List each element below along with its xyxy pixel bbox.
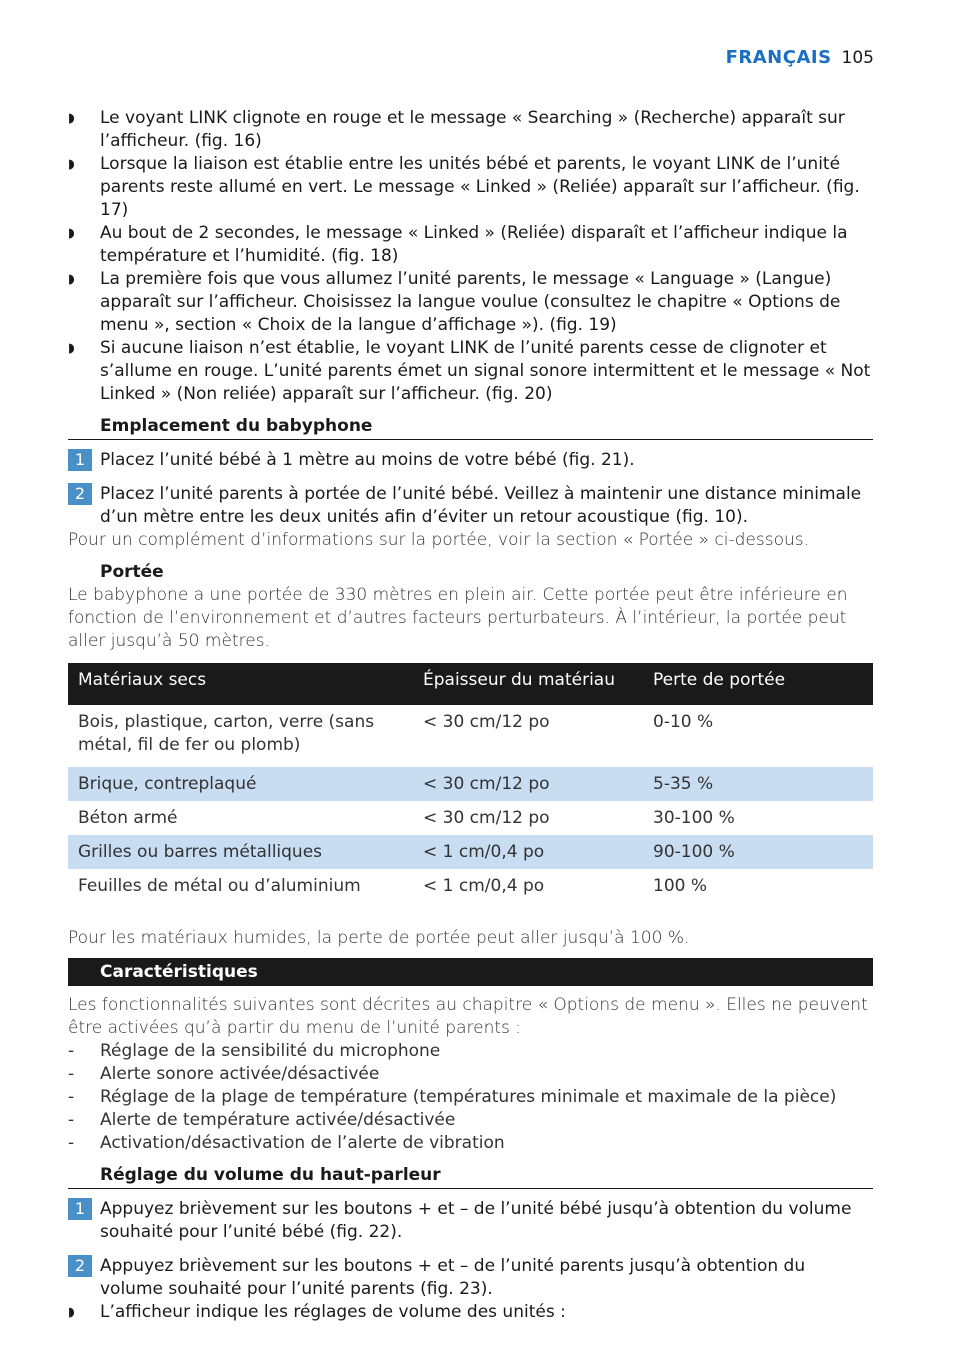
list-item-text: Alerte de température activée/désactivée [100,1110,456,1130]
table-cell: < 30 cm/12 po [413,767,643,801]
dash-marker: - [68,1041,75,1061]
bullet-arrow-icon: ◗ [68,111,75,126]
paragraph: Les fonctionnalités suivantes sont décrites au chapitre « Options de menu ». Elles ne peuvent être activées qu’à partir du menu de l’unité parents : [68,995,868,1038]
page-content [68,107,873,1324]
dash-marker: - [68,1087,75,1107]
paragraph: Le babyphone a une portée de 330 mètres en plein air. Cette portée peut être inférieure en fonction de l’environnement et d’autres facteurs perturbateurs. À l’intérieur, la portée peut aller jusqu’à 50 mètres. [68,585,848,651]
dash-marker: - [68,1110,75,1130]
bullet-arrow-icon: ◗ [68,341,75,356]
table-cell: 0-10 % [653,712,714,732]
bullet-text: La première fois que vous allumez l’unité parents, le message « Language » (Langue) apparaît sur l’afficheur. Choisissez la langue voulue (consultez le chapitre « Options de menu », section « Choix de la langue d’affichage »). (fig. 19) [100,269,841,335]
table-row [68,705,873,767]
step-item [68,1198,873,1244]
list-item [68,1040,873,1063]
table-cell: < 30 cm/12 po [423,712,550,732]
page-header [726,47,874,68]
list-item [68,1109,873,1132]
step-item [68,483,873,529]
table-row [68,767,873,801]
table-cell: Brique, contreplaqué [68,767,413,801]
step-text: Placez l’unité bébé à 1 mètre au moins de votre bébé (fig. 21). [100,450,635,470]
step-text: Appuyez brièvement sur les boutons + et – de l’unité bébé jusqu’à obtention du volume souhaité pour l’unité bébé (fig. 22). [100,1199,852,1242]
bullet-arrow-icon: ◗ [68,226,75,241]
bullet-text: Le voyant LINK clignote en rouge et le message « Searching » (Recherche) apparaît sur l’afficheur. (fig. 16) [100,108,845,151]
column-header: Matériaux secs [68,663,413,705]
list-item-text: Réglage de la plage de température (températures minimale et maximale de la pièce) [100,1087,837,1107]
bullet-item [68,337,873,406]
page-number: 105 [841,48,874,68]
bullet-text: L’afficheur indique les réglages de volume des unités : [100,1302,566,1322]
section-heading-caracteristiques: Caractéristiques [68,958,873,986]
step-text: Appuyez brièvement sur les boutons + et – de l’unité parents jusqu’à obtention du volume souhaité pour l’unité parents (fig. 23). [100,1256,806,1299]
table-cell: < 30 cm/12 po [423,808,550,828]
table-header-row [68,663,873,705]
list-item [68,1063,873,1086]
table-cell: < 1 cm/0,4 po [413,835,643,869]
step-number: 1 [68,1198,92,1220]
step-number: 2 [68,483,92,505]
paragraph: Pour les matériaux humides, la perte de portée peut aller jusqu’à 100 %. [68,928,690,948]
bullet-arrow-icon: ◗ [68,272,75,287]
bullet-item [68,268,873,337]
list-item-text: Alerte sonore activée/désactivée [100,1064,380,1084]
paragraph: Pour un complément d’informations sur la portée, voir la section « Portée » ci-dessous. [68,530,810,550]
bullet-item [68,222,873,268]
bullet-item [68,107,873,153]
table-row [68,869,873,903]
step-text: Placez l’unité parents à portée de l’unité bébé. Veillez à maintenir une distance minimale d’un mètre entre les deux unités afin d’éviter un retour acoustique (fig. 10). [100,484,862,527]
step-number: 1 [68,449,92,471]
step-item [68,1255,873,1301]
bullet-arrow-icon: ◗ [68,157,75,172]
section-heading-emplacement: Emplacement du babyphone [68,415,873,440]
column-header: Épaisseur du matériau [413,663,643,705]
bullet-item [68,153,873,222]
dash-marker: - [68,1064,75,1084]
table-row [68,801,873,835]
table-cell: Grilles ou barres métalliques [68,835,413,869]
step-item [68,449,873,472]
table-cell: 90-100 % [643,835,873,869]
table-cell: 100 % [653,876,708,896]
section-heading-portee: Portée [100,562,164,582]
range-table [68,663,873,903]
list-item [68,1132,873,1155]
table-cell: Feuilles de métal ou d’aluminium [78,876,361,896]
dash-marker: - [68,1133,75,1153]
bullet-text: Au bout de 2 secondes, le message « Linked » (Reliée) disparaît et l’afficheur indique la température et l’humidité. (fig. 18) [100,223,848,266]
table-cell: 5-35 % [643,767,873,801]
table-cell: Bois, plastique, carton, verre (sans métal, fil de fer ou plomb) [78,712,375,755]
language-label: FRANÇAIS [725,47,832,68]
list-item-text: Activation/désactivation de l’alerte de vibration [100,1133,505,1153]
bullet-text: Lorsque la liaison est établie entre les unités bébé et parents, le voyant LINK de l’unité parents reste allumé en vert. Le message « Linked » (Reliée) apparaît sur l’afficheur. (fig. 17) [100,154,860,220]
bullet-text: Si aucune liaison n’est établie, le voyant LINK de l’unité parents cesse de clignoter et s’allume en rouge. L’unité parents émet un signal sonore intermittent et le message « Not Linked » (Non reliée) apparaît sur l’afficheur. (fig. 20) [100,338,871,404]
section-heading-volume: Réglage du volume du haut-parleur [68,1164,873,1189]
table-cell: 30-100 % [653,808,735,828]
bullet-arrow-icon: ◗ [68,1305,75,1320]
table-cell: < 1 cm/0,4 po [423,876,545,896]
bullet-item [68,1301,873,1324]
step-number: 2 [68,1255,92,1277]
list-item-text: Réglage de la sensibilité du microphone [100,1041,441,1061]
table-row [68,835,873,869]
column-header: Perte de portée [643,663,873,705]
list-item [68,1086,873,1109]
table-cell: Béton armé [78,808,178,828]
